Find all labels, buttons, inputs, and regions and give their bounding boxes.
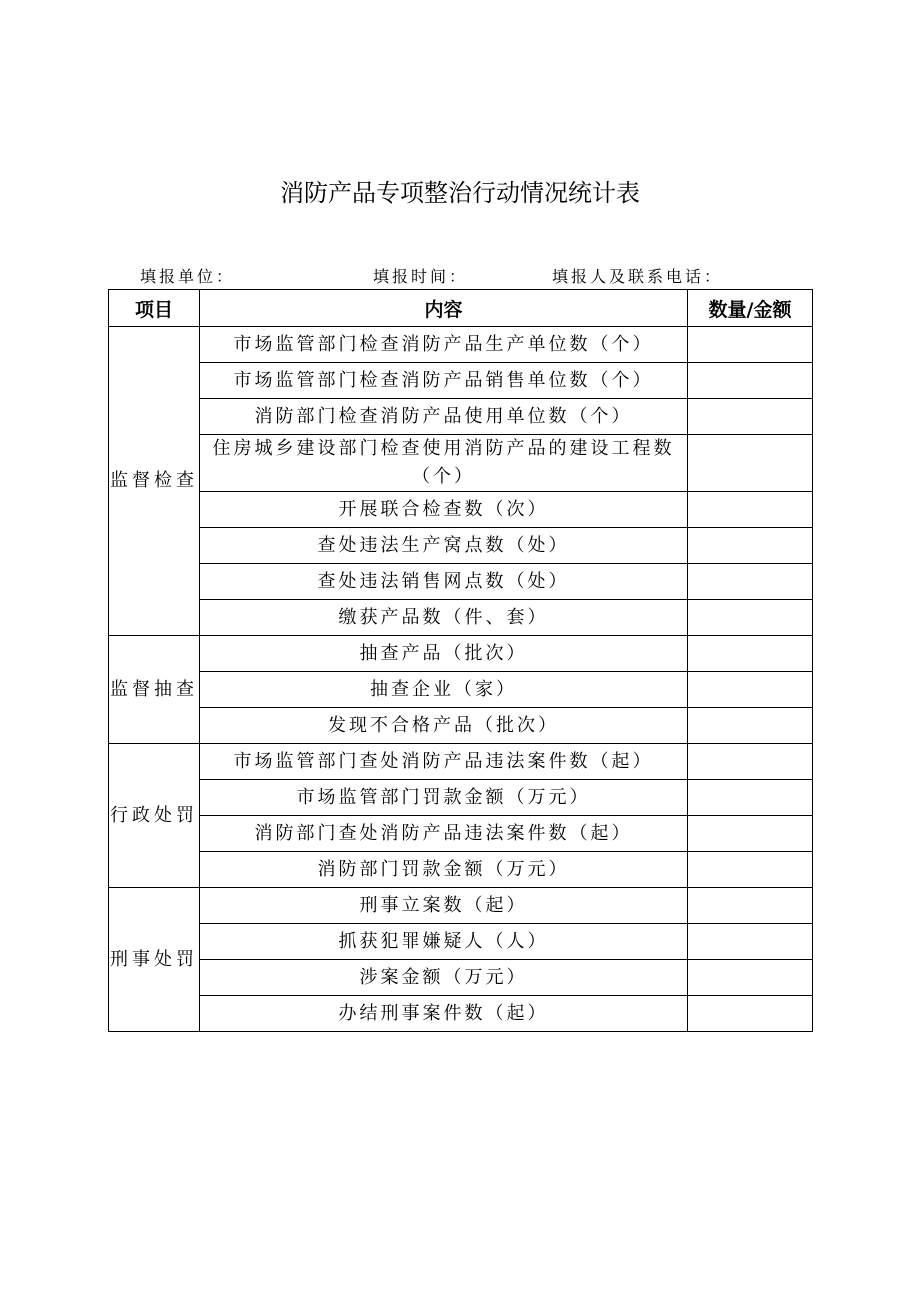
header-content: 内容 bbox=[200, 290, 688, 327]
category-supervision-inspection: 监督检查 bbox=[109, 327, 200, 636]
value-cell[interactable] bbox=[688, 708, 813, 744]
table-row bbox=[109, 852, 813, 888]
table-row bbox=[109, 996, 813, 1032]
value-cell[interactable] bbox=[688, 924, 813, 960]
value-cell[interactable] bbox=[688, 528, 813, 564]
value-cell[interactable] bbox=[688, 399, 813, 435]
table-row bbox=[109, 600, 813, 636]
category-supervision-sampling: 监督抽查 bbox=[109, 636, 200, 744]
content-cell: 抽查产品（批次） bbox=[200, 636, 688, 672]
value-cell[interactable] bbox=[688, 672, 813, 708]
table-row bbox=[109, 744, 813, 780]
table-row bbox=[109, 816, 813, 852]
reporting-time-label: 填报时间： bbox=[373, 267, 469, 286]
table-row bbox=[109, 888, 813, 924]
header-project: 项目 bbox=[109, 290, 200, 327]
content-cell: 抽查企业（家） bbox=[200, 672, 688, 708]
document-title: 消防产品专项整治行动情况统计表 bbox=[280, 179, 640, 207]
form-meta-line bbox=[0, 264, 920, 288]
content-cell: 消防部门查处消防产品违法案件数（起） bbox=[200, 816, 688, 852]
content-cell: 消防部门检查消防产品使用单位数（个） bbox=[200, 399, 688, 435]
content-cell: 刑事立案数（起） bbox=[200, 888, 688, 924]
value-cell[interactable] bbox=[688, 780, 813, 816]
value-cell[interactable] bbox=[688, 744, 813, 780]
reporter-contact-label: 填报人及联系电话： bbox=[552, 267, 724, 286]
table-row bbox=[109, 924, 813, 960]
table-row bbox=[109, 327, 813, 363]
table-row bbox=[109, 492, 813, 528]
value-cell[interactable] bbox=[688, 816, 813, 852]
category-administrative-penalty: 行政处罚 bbox=[109, 744, 200, 888]
table-row bbox=[109, 672, 813, 708]
table-row bbox=[109, 708, 813, 744]
value-cell[interactable] bbox=[688, 564, 813, 600]
value-cell[interactable] bbox=[688, 996, 813, 1032]
content-cell: 查处违法生产窝点数（处） bbox=[200, 528, 688, 564]
table-row bbox=[109, 636, 813, 672]
content-cell: 抓获犯罪嫌疑人（人） bbox=[200, 924, 688, 960]
content-cell: 市场监管部门罚款金额（万元） bbox=[200, 780, 688, 816]
value-cell[interactable] bbox=[688, 435, 813, 492]
content-cell: 开展联合检查数（次） bbox=[200, 492, 688, 528]
table-row bbox=[109, 435, 813, 492]
content-cell: 市场监管部门检查消防产品生产单位数（个） bbox=[200, 327, 688, 363]
value-cell[interactable] bbox=[688, 363, 813, 399]
content-cell: 办结刑事案件数（起） bbox=[200, 996, 688, 1032]
table-header-row bbox=[109, 290, 813, 327]
table-row bbox=[109, 564, 813, 600]
statistics-table bbox=[108, 289, 813, 1032]
table-row bbox=[109, 960, 813, 996]
value-cell[interactable] bbox=[688, 960, 813, 996]
content-cell: 发现不合格产品（批次） bbox=[200, 708, 688, 744]
value-cell[interactable] bbox=[688, 600, 813, 636]
header-quantity-amount: 数量/金额 bbox=[688, 290, 813, 327]
table-row bbox=[109, 780, 813, 816]
content-cell: 消防部门罚款金额（万元） bbox=[200, 852, 688, 888]
value-cell[interactable] bbox=[688, 852, 813, 888]
value-cell[interactable] bbox=[688, 888, 813, 924]
category-criminal-penalty: 刑事处罚 bbox=[109, 888, 200, 1032]
content-cell: 缴获产品数（件、套） bbox=[200, 600, 688, 636]
value-cell[interactable] bbox=[688, 636, 813, 672]
content-cell: 查处违法销售网点数（处） bbox=[200, 564, 688, 600]
content-cell: 市场监管部门检查消防产品销售单位数（个） bbox=[200, 363, 688, 399]
table-row bbox=[109, 363, 813, 399]
value-cell[interactable] bbox=[688, 327, 813, 363]
reporting-unit-label: 填报单位： bbox=[140, 267, 236, 286]
value-cell[interactable] bbox=[688, 492, 813, 528]
content-cell: 涉案金额（万元） bbox=[200, 960, 688, 996]
content-cell: 市场监管部门查处消防产品违法案件数（起） bbox=[200, 744, 688, 780]
table-row bbox=[109, 528, 813, 564]
table-row bbox=[109, 399, 813, 435]
content-cell: 住房城乡建设部门检查使用消防产品的建设工程数（个） bbox=[200, 435, 688, 492]
